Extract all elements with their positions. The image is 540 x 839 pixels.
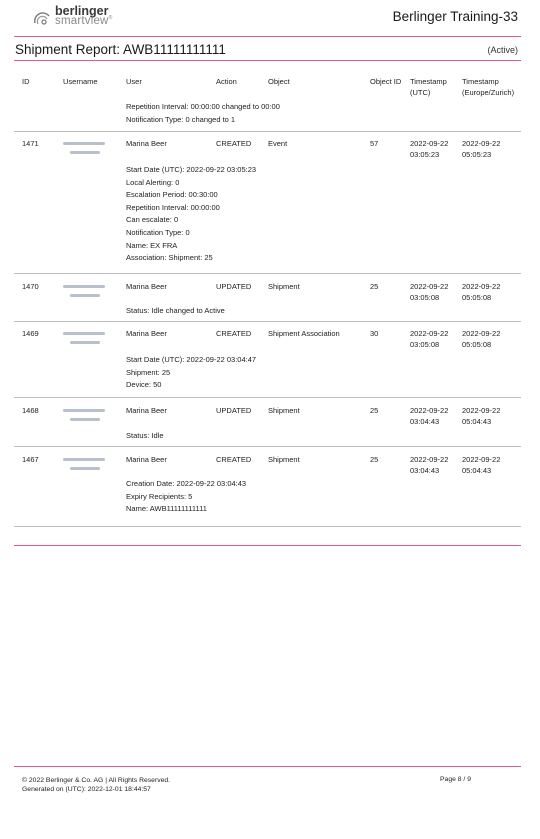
- detail-line: Can escalate: 0: [126, 215, 179, 225]
- detail-line: Repetition Interval: 00:00:00: [126, 202, 220, 212]
- cell-user: Marina Beer: [126, 282, 167, 291]
- header-rule: [14, 36, 521, 37]
- cell-object: Shipment: [268, 406, 300, 415]
- cell-id: 1469: [22, 329, 39, 338]
- username-redacted: [63, 332, 105, 335]
- cell-id: 1471: [22, 139, 39, 148]
- column-header-timestamp-utc: Timestamp (UTC): [410, 77, 447, 97]
- table-end-rule: [14, 545, 521, 546]
- footer-info: [22, 776, 170, 794]
- row-details: [126, 305, 225, 318]
- cell-id: 1470: [22, 282, 39, 291]
- cell-id: 1468: [22, 406, 39, 415]
- cell-object: Shipment: [268, 282, 300, 291]
- cell-object-id: 30: [370, 329, 379, 338]
- row-separator: [14, 131, 521, 132]
- detail-line: Notification Type: 0 changed to 1: [126, 114, 236, 124]
- cell-timestamp-utc: 2022-09-22 03:04:43: [410, 406, 449, 426]
- row-details: [126, 478, 246, 516]
- cell-object-id: 57: [370, 139, 379, 148]
- registered-mark: ®: [108, 15, 113, 22]
- cell-user: Marina Beer: [126, 406, 167, 415]
- username-redacted: [70, 467, 100, 470]
- row-separator: [14, 397, 521, 398]
- username-redacted: [70, 418, 100, 421]
- detail-line: Notification Type: 0: [126, 227, 190, 237]
- username-redacted: [63, 142, 105, 145]
- cell-timestamp-local: 2022-09-22 05:05:08: [462, 329, 501, 349]
- cell-timestamp-local: 2022-09-22 05:04:43: [462, 455, 501, 475]
- detail-line: Device: 50: [126, 380, 162, 390]
- detail-line: Association: Shipment: 25: [126, 253, 213, 263]
- row-separator: [14, 446, 521, 447]
- copyright-text: © 2022 Berlinger & Co. AG | All Rights Reserved.: [22, 777, 171, 784]
- berlinger-logo: [32, 3, 142, 39]
- column-header-object-id: Object ID: [370, 77, 402, 86]
- cell-timestamp-local: 2022-09-22 05:05:08: [462, 282, 501, 302]
- row-separator: [14, 526, 521, 527]
- username-redacted: [63, 458, 105, 461]
- title-rule: [14, 60, 521, 61]
- footer-rule: [14, 766, 521, 767]
- cell-timestamp-local: 2022-09-22 05:05:23: [462, 139, 501, 159]
- row-separator: [14, 321, 521, 322]
- cell-action: CREATED: [216, 139, 252, 148]
- cell-action: UPDATED: [216, 406, 252, 415]
- generated-timestamp: Generated on (UTC): 2022-12-01 18:44:57: [22, 786, 151, 793]
- column-header-timestamp-local: Timestamp (Europe/Zurich): [462, 77, 515, 97]
- detail-line: Status: Idle: [126, 431, 164, 440]
- detail-line: Expiry Recipients: 5: [126, 491, 193, 501]
- cell-timestamp-utc: 2022-09-22 03:05:23: [410, 139, 449, 159]
- cell-object: Event: [268, 139, 288, 148]
- logo-subtitle: smartview®: [55, 15, 113, 27]
- username-redacted: [63, 285, 105, 288]
- cell-object-id: 25: [370, 282, 379, 291]
- detail-line: Escalation Period: 00:30:00: [126, 190, 218, 200]
- username-redacted: [70, 294, 100, 297]
- row-separator: [14, 273, 521, 274]
- cell-timestamp-utc: 2022-09-22 03:05:08: [410, 329, 449, 349]
- cell-action: CREATED: [216, 455, 252, 464]
- column-header-id: ID: [22, 77, 30, 86]
- berlinger-logo-icon: [32, 11, 52, 27]
- cell-object-id: 25: [370, 455, 379, 464]
- detail-line: Status: Idle changed to Active: [126, 306, 225, 315]
- detail-line: Repetition Interval: 00:00:00 changed to 00:00: [126, 102, 280, 111]
- cell-timestamp-local: 2022-09-22 05:04:43: [462, 406, 501, 426]
- detail-line: Creation Date: 2022-09-22 03:04:43: [126, 479, 247, 488]
- cell-user: Marina Beer: [126, 455, 167, 464]
- cell-action: CREATED: [216, 329, 252, 338]
- instance-name: Berlinger Training-33: [392, 9, 518, 24]
- username-redacted: [70, 341, 100, 344]
- row-details: [126, 354, 256, 392]
- cell-action: UPDATED: [216, 282, 252, 291]
- status-badge: (Active): [487, 45, 518, 55]
- column-header-user: User: [126, 77, 142, 86]
- cell-object: Shipment Association: [268, 329, 340, 338]
- cell-object: Shipment: [268, 455, 300, 464]
- cell-timestamp-utc: 2022-09-22 03:05:08: [410, 282, 449, 302]
- carryover-details: [126, 101, 280, 126]
- page-number: Page 8 / 9: [440, 776, 471, 783]
- column-header-object: Object: [268, 77, 290, 86]
- column-header-username: Username: [63, 77, 98, 86]
- detail-line: Name: AWB11111111111: [126, 504, 207, 514]
- username-redacted: [70, 151, 100, 154]
- detail-line: Start Date (UTC): 2022-09-22 03:05:23: [126, 165, 257, 174]
- detail-line: Start Date (UTC): 2022-09-22 03:04:47: [126, 355, 257, 364]
- username-redacted: [63, 409, 105, 412]
- cell-object-id: 25: [370, 406, 379, 415]
- cell-timestamp-utc: 2022-09-22 03:04:43: [410, 455, 449, 475]
- column-header-action: Action: [216, 77, 237, 86]
- detail-line: Name: EX FRA: [126, 240, 178, 250]
- cell-id: 1467: [22, 455, 39, 464]
- row-details: [126, 430, 164, 443]
- page-title: Shipment Report: AWB11111111111: [15, 42, 226, 57]
- cell-user: Marina Beer: [126, 139, 167, 148]
- detail-line: Shipment: 25: [126, 367, 171, 377]
- logo-wordmark: berlinger: [55, 4, 109, 18]
- detail-line: Local Alerting: 0: [126, 177, 180, 187]
- row-details: [126, 164, 256, 265]
- cell-user: Marina Beer: [126, 329, 167, 338]
